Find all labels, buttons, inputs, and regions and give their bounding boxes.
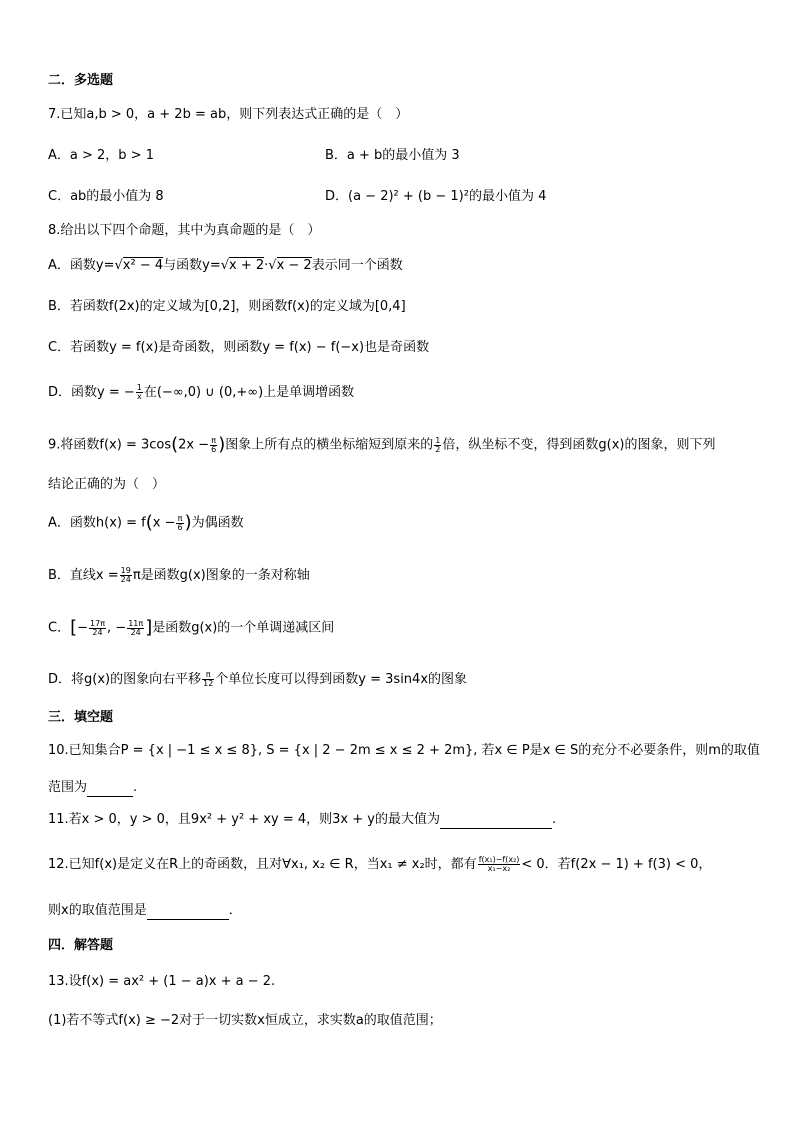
q8a-suffix: 表示同一个函数 xyxy=(311,258,403,273)
question-13-stem: 13.设f(x) = ax² + (1 − a)x + a − 2. xyxy=(48,974,276,989)
question-9-option-c: C．[− $\frac{17\pi}{24}$ , − $\frac{11\pi}{24}$ ]是函数g(x)的一个单调递减区间 xyxy=(48,617,335,638)
question-12-line-1 xyxy=(48,856,711,874)
q9-one-half: $\frac{1}{2}$ xyxy=(435,435,441,454)
left-paren: ( xyxy=(171,434,179,455)
answer-blank[interactable] xyxy=(87,782,133,797)
q12-prefix: 12.已知f(x)是定义在R上的奇函数，且对∀x₁, x₂ ∈ R，当x₁ ≠ x₂时，都有 xyxy=(48,857,477,872)
sqrt-sign: √ xyxy=(114,258,123,273)
q9d-suffix: 个单位长度可以得到函数y = 3sin4x的图象 xyxy=(215,672,468,687)
question-7-option-c: C．ab的最小值为 8 xyxy=(48,189,164,204)
question-10-line-2 xyxy=(48,779,137,797)
question-11 xyxy=(48,811,556,829)
right-bracket: ] xyxy=(145,617,153,638)
q8a-radicand-2: x + 2 xyxy=(229,258,265,273)
q8a-radicand-3: x − 2 xyxy=(276,258,312,273)
q9-pi-over-6: $\frac{\pi}{6}$ xyxy=(211,435,217,454)
section-heading-multi-choice: 二．多选题 xyxy=(48,73,114,88)
q9b-prefix: B．直线x = xyxy=(48,568,119,583)
question-9-stem-line-1 xyxy=(48,436,715,455)
q8d-prefix: D．函数y = − xyxy=(48,385,135,400)
q9a-suffix: 为偶函数 xyxy=(191,515,244,531)
q9a-arg: x − xyxy=(152,515,176,531)
q12-line2-prefix: 则x的取值范围是 xyxy=(48,903,147,918)
question-10-line-1: 10.已知集合P = {x | −1 ≤ x ≤ 8}, S = {x | 2 − 2m ≤ x ≤ 2 + 2m}, 若x ∈ P是x ∈ S的充分不必要条件，则m的取值 xyxy=(48,743,760,758)
q8d-fraction: $\frac{1}{x}$ xyxy=(136,383,142,401)
question-8-option-a xyxy=(48,257,403,275)
section-heading-fill-blank: 三．填空题 xyxy=(48,710,114,725)
q8a-dot: · xyxy=(264,258,269,273)
q12-line2-suffix: ． xyxy=(228,903,242,918)
question-12-line-2 xyxy=(48,902,242,920)
q12-fraction: $\frac{\text{f(x₁)−f(x₂)}}{\text{x₁−x₂}}$ xyxy=(478,855,520,873)
q11-prefix: 11.若x > 0，y > 0，且9x² + y² + xy = 4，则3x + y的最大值为 xyxy=(48,812,440,827)
q9c-suffix: 是函数g(x)的一个单调递减区间 xyxy=(152,620,335,636)
q8a-middle: 与函数y= xyxy=(163,258,221,273)
q9-stem-prefix: 9.将函数f(x) = 3cos xyxy=(48,437,172,453)
q10-suffix: . xyxy=(133,780,138,795)
q8a-prefix: A．函数y= xyxy=(48,258,115,273)
question-7-option-b: B．a + b的最小值为 3 xyxy=(325,148,460,163)
q9-stem-suffix: 倍，纵坐标不变，得到函数g(x)的图象，则下列 xyxy=(442,437,716,453)
answer-blank[interactable] xyxy=(147,905,229,920)
sqrt-sign: √ xyxy=(220,258,230,273)
sqrt-sign: √ xyxy=(268,258,277,273)
q9d-prefix: D．将g(x)的图象向右平移 xyxy=(48,672,202,687)
question-13-part-1: (1)若不等式f(x) ≥ −2对于一切实数x恒成立，求实数a的取值范围； xyxy=(48,1013,442,1028)
left-bracket: [ xyxy=(70,617,78,638)
q11-suffix: . xyxy=(551,812,557,827)
q9d-pi-over-12: $\frac{\pi}{12}$ xyxy=(203,670,214,688)
q9a-prefix: A．函数h(x) = f xyxy=(48,515,146,531)
q9a-pi-over-6: $\frac{\pi}{6}$ xyxy=(177,513,183,532)
q9b-fraction: $\frac{19}{24}$ xyxy=(120,566,131,584)
question-8-option-c: C．若函数y = f(x)是奇函数，则函数y = f(x) − f(−x)也是奇函数 xyxy=(48,340,430,355)
q8a-radicand-1: x² − 4 xyxy=(122,258,164,273)
q9-stem-middle: 图象上所有点的横坐标缩短到原来的 xyxy=(225,437,434,453)
q10-prefix: 范围为 xyxy=(48,780,88,795)
answer-blank[interactable] xyxy=(440,814,552,829)
question-9-option-b xyxy=(48,567,310,585)
question-8-option-b: B．若函数f(2x)的定义域为[0,2]，则函数f(x)的定义域为[0,4] xyxy=(48,299,406,314)
section-heading-answer: 四．解答题 xyxy=(48,938,114,953)
right-paren: ) xyxy=(218,434,226,455)
question-9-option-a xyxy=(48,514,244,533)
q9-stem-arg: 2x − xyxy=(178,437,210,453)
q9b-suffix: π是函数g(x)图象的一条对称轴 xyxy=(132,568,310,583)
q9c-fraction-2: $\frac{11\pi}{24}$ xyxy=(128,618,144,637)
question-9-stem-line-2: 结论正确的为（ ） xyxy=(48,477,166,492)
question-8-option-d xyxy=(48,384,354,402)
q9c-fraction-1: $\frac{17\pi}{24}$ xyxy=(90,618,106,637)
q9c-prefix: C． xyxy=(48,620,71,636)
question-7-stem: 7.已知a,b > 0，a + 2b = ab，则下列表达式正确的是（ ） xyxy=(48,107,409,122)
question-7-option-a: A．a > 2，b > 1 xyxy=(48,148,154,163)
left-paren: ( xyxy=(145,512,153,533)
question-7-option-d: D．(a − 2)² + (b − 1)²的最小值为 4 xyxy=(325,189,547,204)
q12-suffix: < 0．若f(2x − 1) + f(3) < 0， xyxy=(521,857,712,872)
question-9-option-d xyxy=(48,671,467,689)
q8d-suffix: 在(−∞,0) ∪ (0,+∞)上是单调增函数 xyxy=(143,385,355,400)
right-paren: ) xyxy=(184,512,192,533)
question-8-stem: 8.给出以下四个命题，其中为真命题的是（ ） xyxy=(48,223,321,238)
